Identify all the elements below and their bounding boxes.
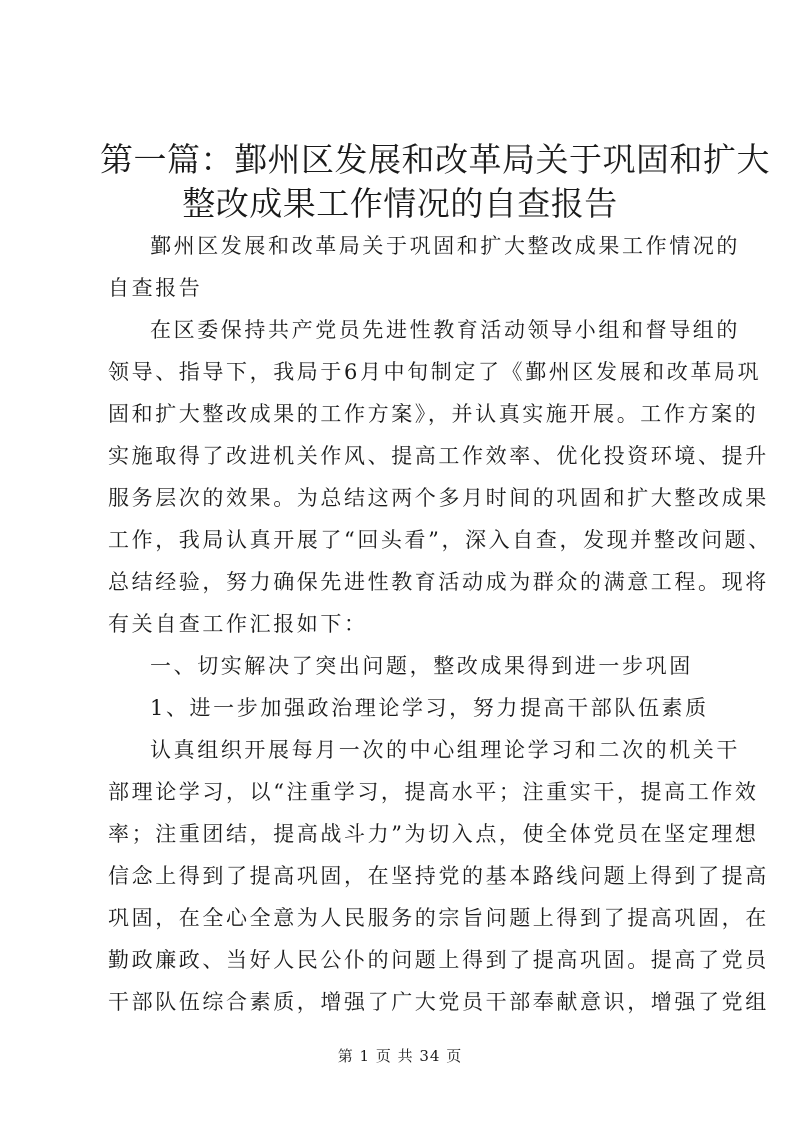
section-heading: 一、切实解决了突出问题，整改成果得到进一步巩固: [150, 654, 693, 678]
page-number: 第 1 页 共 34 页: [337, 1047, 463, 1065]
paragraph-line: 率；注重团结，提高战斗力”为切入点，使全体党员在坚定理想: [108, 822, 759, 846]
paragraph-line: 部理论学习，以“注重学习，提高水平；注重实干，提高工作效: [108, 780, 759, 804]
subtitle-line-1: 鄞州区发展和改革局关于巩固和扩大整改成果工作情况的: [150, 234, 740, 258]
paragraph-line: 巩固，在全心全意为人民服务的宗旨问题上得到了提高巩固，在: [108, 906, 769, 930]
paragraph-line: 有关自查工作汇报如下：: [108, 612, 368, 636]
paragraph-line: 干部队伍综合素质，增强了广大党员干部奉献意识，增强了党组: [108, 990, 769, 1014]
paragraph-line: 认真组织开展每月一次的中心组理论学习和二次的机关干: [150, 738, 740, 762]
page-title-line-2: 整改成果工作情况的自查报告: [182, 184, 618, 223]
paragraph-line: 工作，我局认真开展了“回头看”，深入自查，发现并整改问题、: [108, 528, 772, 552]
subsection-heading: 1、进一步加强政治理论学习，努力提高干部队伍素质: [150, 696, 709, 720]
paragraph-line: 勤政廉政、当好人民公仆的问题上得到了提高巩固。提高了党员: [108, 948, 769, 972]
paragraph-line: 服务层次的效果。为总结这两个多月时间的巩固和扩大整改成果: [108, 486, 769, 510]
subtitle-line-2: 自查报告: [108, 276, 203, 300]
paragraph-line: 总结经验，努力确保先进性教育活动成为群众的满意工程。现将: [108, 570, 769, 594]
paragraph-line: 固和扩大整改成果的工作方案》，并认真实施开展。工作方案的: [108, 402, 759, 426]
page-title-line-1: 第一篇：鄞州区发展和改革局关于巩固和扩大: [100, 140, 770, 179]
paragraph-line: 在区委保持共产党员先进性教育活动领导小组和督导组的: [150, 318, 740, 342]
paragraph-line: 实施取得了改进机关作风、提高工作效率、优化投资环境、提升: [108, 444, 769, 468]
paragraph-line: 信念上得到了提高巩固，在坚持党的基本路线问题上得到了提高: [108, 864, 769, 888]
paragraph-line: 领导、指导下，我局于6月中旬制定了《鄞州区发展和改革局巩: [108, 360, 762, 384]
